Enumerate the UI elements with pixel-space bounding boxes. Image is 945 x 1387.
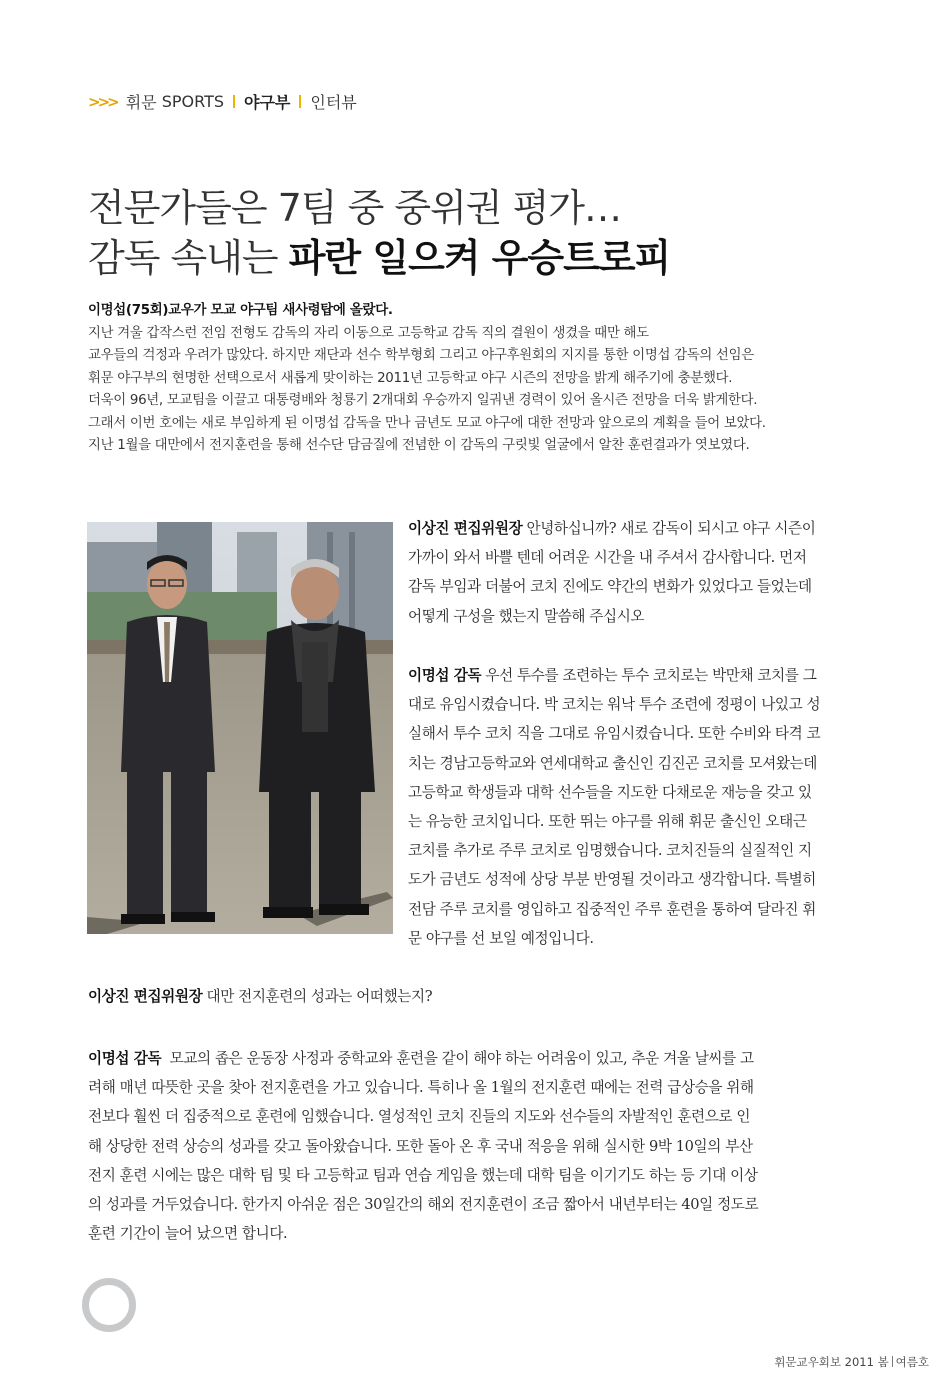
breadcrumb-divider	[233, 95, 235, 108]
a1-line: 고등학교 학생들과 대학 선수들을 지도한 다채로운 재능을 갖고 있	[408, 783, 812, 801]
article-title	[88, 183, 888, 283]
interview-a2	[88, 1044, 928, 1248]
interview-q2	[88, 982, 928, 1011]
section-breadcrumb	[88, 90, 357, 113]
breadcrumb-section: 휘문	[125, 93, 157, 112]
a1-line: 코치를 추가로 주루 코치로 임명했습니다. 코치진들의 실질적인 지	[408, 842, 812, 860]
title-line-2-normal: 감독 속내는	[88, 236, 278, 280]
a2-line: 의 성과를 거두었습니다. 한가지 아쉬운 점은 30일간의 해외 전지훈련이 조금 짧아서 내년부터는 40일 정도로	[88, 1196, 759, 1214]
speaker-name: 이명섭 감독	[408, 667, 482, 684]
footer-divider	[892, 1356, 893, 1367]
a1-line: 치는 경남고등학교와 연세대학교 출신인 김진곤 코치를 모셔왔는데	[408, 754, 817, 772]
q1-text: 안녕하십니까? 새로 감독이 되시고 야구 시즌이	[526, 520, 816, 537]
breadcrumb-type: 인터뷰	[310, 93, 357, 112]
title-line-1: 전문가들은 7팀 중 중위권 평가…	[88, 186, 621, 230]
page-footer	[774, 1354, 929, 1370]
article-intro	[88, 300, 888, 458]
a2-line: 전보다 훨씬 더 집중적으로 훈련에 임했습니다. 열성적인 코치 진들의 지도와 선수들의 자발적인 훈련으로 인	[88, 1108, 751, 1126]
a2-first-line	[88, 1044, 928, 1073]
q1-line: 어떻게 구성을 했는지 말씀해 주십시오	[408, 607, 645, 625]
a1-line: 대로 유임시켰습니다. 박 코치는 워낙 투수 조련에 정평이 나있고 성	[408, 696, 821, 714]
footer-publication: 휘문교우회보	[774, 1355, 841, 1369]
intro-line: 지난 겨울 갑작스런 전임 전형도 감독의 자리 이동으로 고등학교 감독 직의 결원이 생겼을 때만 해도	[88, 325, 649, 341]
a1-line: 실해서 투수 코치 직을 그대로 유임시켰습니다. 또한 수비와 타격 코	[408, 725, 821, 743]
breadcrumb-divider	[299, 95, 301, 108]
a1-line: 는 유능한 코치입니다. 또한 뛰는 야구를 위해 휘문 출신인 오태근	[408, 813, 807, 831]
a1-first-line	[408, 661, 928, 690]
q2-line	[88, 982, 928, 1011]
intro-line: 더욱이 96년, 모교팀을 이끌고 대통령배와 청룡기 2개대회 우승까지 일궈낸 경력이 있어 올시즌 전망을 더욱 밝게한다.	[88, 393, 758, 408]
interview-photo	[87, 522, 393, 934]
decorative-ring-icon	[82, 1278, 136, 1332]
chevron-right-icon: >>>	[88, 92, 117, 111]
intro-lead: 이명섭(75회)교우가 모교 야구팀 새사령탑에 올랐다.	[88, 303, 393, 318]
a2-line: 훈련 기간이 늘어 났으면 합니다.	[88, 1225, 288, 1243]
q1-line: 감독 부임과 더불어 코치 진에도 약간의 변화가 있었다고 들었는데	[408, 578, 812, 596]
a2-line: 려해 매년 따뜻한 곳을 찾아 전지훈련을 가고 있습니다. 특히나 올 1월의 전지훈련 때에는 전력 급상승을 위해	[88, 1079, 754, 1097]
a1-line: 도가 금년도 성적에 상당 부분 반영될 것이라고 생각합니다. 특별히	[408, 871, 816, 889]
intro-line: 지난 1월을 대만에서 전지훈련을 통해 선수단 담금질에 전념한 이 감독의 구릿빛 얼굴에서 알찬 훈련결과가 엿보였다.	[88, 438, 750, 453]
a1-text: 우선 투수를 조련하는 투수 코치로는 박만채 코치를 그	[485, 667, 817, 684]
a2-line: 해 상당한 전력 상승의 성과를 갖고 돌아왔습니다. 또한 돌아 온 후 국내 적응을 위해 실시한 9박 10일의 부산	[88, 1137, 753, 1155]
q1-first-line	[408, 514, 928, 543]
speaker-name: 이상진 편집위원장	[408, 520, 523, 537]
title-line-2-bold: 파란 일으켜 우승트로피	[288, 236, 671, 280]
interview-a1	[408, 661, 928, 953]
intro-line: 그래서 이번 호에는 새로 부임하게 된 이명섭 감독을 만나 금년도 모교 야구에 대한 전망과 앞으로의 계획을 들어 보았다.	[88, 415, 766, 431]
footer-issue: 2011 봄	[844, 1355, 889, 1369]
speaker-name: 이상진 편집위원장	[88, 988, 203, 1005]
intro-line: 교우들의 걱정과 우려가 많았다. 하지만 재단과 선수 학부형회 그리고 야구후원회의 지지를 통한 이명섭 감독의 선임은	[88, 348, 754, 363]
q2-text: 대만 전지훈련의 성과는 어떠했는지?	[206, 988, 433, 1005]
footer-season: 여름호	[895, 1355, 929, 1369]
breadcrumb-category: 야구부	[244, 93, 291, 112]
a2-line: 전지 훈련 시에는 많은 대학 팀 및 타 고등학교 팀과 연습 게임을 했는데 대학 팀을 이기기도 하는 등 기대 이상	[88, 1166, 758, 1184]
two-men-photo-image	[87, 522, 393, 934]
a1-line: 문 야구를 선 보일 예정입니다.	[408, 929, 594, 947]
title-line-2	[88, 233, 888, 283]
a1-line: 전담 주루 코치를 영입하고 집중적인 주루 훈련을 통하여 달라진 휘	[408, 900, 816, 918]
breadcrumb-section-en: SPORTS	[161, 92, 225, 111]
q1-line: 가까이 와서 바쁠 텐데 어려운 시간을 내 주셔서 감사합니다. 먼저	[408, 549, 807, 567]
interview-q1	[408, 514, 928, 631]
a2-text: 모교의 좁은 운동장 사정과 중학교와 훈련을 같이 해야 하는 어려움이 있고, 추운 겨울 날씨를 고	[169, 1050, 754, 1067]
intro-line: 휘문 야구부의 현명한 선택으로서 새롭게 맞이하는 2011년 고등학교 야구 시즌의 전망을 밝게 해주기에 충분했다.	[88, 370, 733, 386]
speaker-name: 이명섭 감독	[88, 1050, 162, 1067]
